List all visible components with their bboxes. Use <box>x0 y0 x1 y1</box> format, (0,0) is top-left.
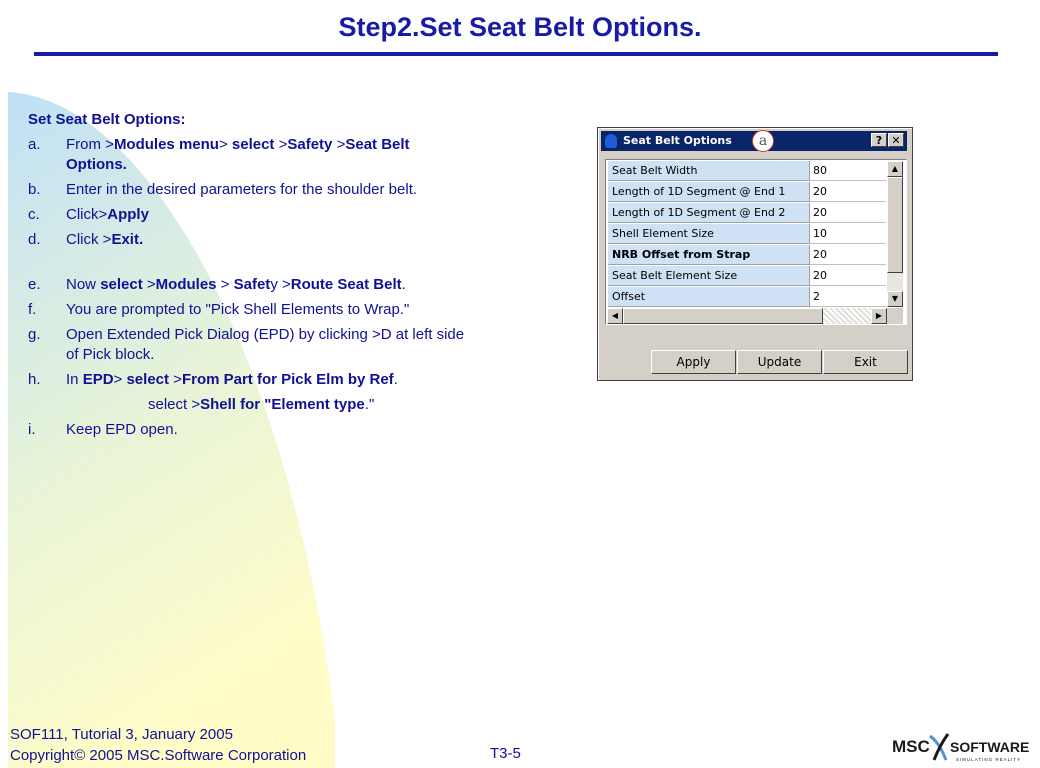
step-i <box>28 420 468 440</box>
step-f <box>28 300 468 320</box>
close-button[interactable]: ✕ <box>888 133 904 147</box>
footer-course: SOF111, Tutorial 3, January 2005 <box>10 726 233 743</box>
svg-text:SIMULATING REALITY: SIMULATING REALITY <box>956 757 1022 762</box>
step-text: Click>Apply <box>66 206 149 223</box>
table-row[interactable] <box>608 224 886 245</box>
step-label: e. <box>28 276 41 293</box>
param-value-field[interactable]: 2 <box>810 287 886 307</box>
step-text: Open Extended Pick Dialog (EPD) by clicking >D at left side of Pick block. <box>66 326 465 363</box>
table-row[interactable] <box>608 161 886 182</box>
param-value-field[interactable]: 20 <box>810 182 886 202</box>
scroll-up-icon[interactable]: ▲ <box>887 161 903 177</box>
update-button[interactable]: Update <box>737 350 822 374</box>
step-text: From >Modules menu> select >Safety >Seat Belt Options. <box>66 136 410 173</box>
step-text: In EPD> select >From Part for Pick Elm by Ref. <box>66 371 398 388</box>
step-a <box>28 135 468 175</box>
seat-belt-options-dialog <box>597 127 913 381</box>
param-name: Seat Belt Element Size <box>608 266 810 286</box>
scroll-right-icon[interactable]: ▶ <box>871 308 887 324</box>
param-name: Seat Belt Width <box>608 161 810 181</box>
step-h-continuation: select >Shell for "Element type." <box>148 396 375 413</box>
step-label: h. <box>28 371 41 388</box>
step-label: d. <box>28 231 41 248</box>
dialog-title: Seat Belt Options <box>623 134 732 147</box>
slide-title: Step2.Set Seat Belt Options. <box>338 12 702 42</box>
param-value-field[interactable]: 20 <box>810 245 886 265</box>
step-label: g. <box>28 326 41 343</box>
help-button[interactable]: ? <box>871 133 887 147</box>
svg-text:SOFTWARE: SOFTWARE <box>950 739 1030 755</box>
param-name: Length of 1D Segment @ End 1 <box>608 182 810 202</box>
step-text: Enter in the desired parameters for the shoulder belt. <box>66 181 418 198</box>
step-text: Click >Exit. <box>66 231 144 248</box>
param-name: Offset <box>608 287 810 307</box>
step-label: i. <box>28 421 36 438</box>
step-label: c. <box>28 206 40 223</box>
callout-marker: a <box>752 130 774 152</box>
param-value-field[interactable]: 20 <box>810 203 886 223</box>
step-text: Keep EPD open. <box>66 421 178 438</box>
step-b <box>28 180 468 200</box>
param-value-field[interactable]: 10 <box>810 224 886 244</box>
step-e <box>28 275 468 295</box>
step-label: a. <box>28 136 41 153</box>
scroll-down-icon[interactable]: ▼ <box>887 291 903 307</box>
horizontal-scrollbar[interactable] <box>607 308 887 324</box>
options-grid <box>605 159 907 325</box>
param-name: Length of 1D Segment @ End 2 <box>608 203 810 223</box>
instructions <box>28 110 468 445</box>
instructions-heading: Set Seat Belt Options: <box>28 111 186 128</box>
exit-button[interactable]: Exit <box>823 350 908 374</box>
step-label: f. <box>28 301 37 318</box>
footer <box>10 724 306 766</box>
horizontal-scroll-thumb[interactable] <box>623 308 823 324</box>
page-number: T3-5 <box>490 745 521 762</box>
step-text: Now select >Modules > Safety >Route Seat Belt. <box>66 276 406 293</box>
scroll-corner <box>887 308 903 324</box>
param-value-field[interactable]: 80 <box>810 161 886 181</box>
step-c <box>28 205 468 225</box>
table-row[interactable] <box>608 266 886 287</box>
param-value-field[interactable]: 20 <box>810 266 886 286</box>
param-name: NRB Offset from Strap <box>608 245 810 265</box>
scroll-left-icon[interactable]: ◀ <box>607 308 623 324</box>
svg-text:MSC: MSC <box>892 737 930 756</box>
step-g <box>28 325 468 365</box>
msc-software-logo <box>890 728 1030 764</box>
table-row[interactable] <box>608 245 886 266</box>
apply-button[interactable]: Apply <box>651 350 736 374</box>
step-label: b. <box>28 181 41 198</box>
footer-copyright: Copyright© 2005 MSC.Software Corporation <box>10 747 307 764</box>
title-underline <box>34 52 998 56</box>
step-text: You are prompted to "Pick Shell Elements to Wrap." <box>66 301 410 318</box>
vertical-scroll-thumb[interactable] <box>887 177 903 273</box>
table-row[interactable] <box>608 203 886 224</box>
param-name: Shell Element Size <box>608 224 810 244</box>
app-icon <box>605 134 617 148</box>
step-h <box>28 370 468 390</box>
step-d <box>28 230 468 250</box>
table-row[interactable] <box>608 287 886 308</box>
vertical-scrollbar[interactable] <box>887 161 903 307</box>
table-row[interactable] <box>608 182 886 203</box>
